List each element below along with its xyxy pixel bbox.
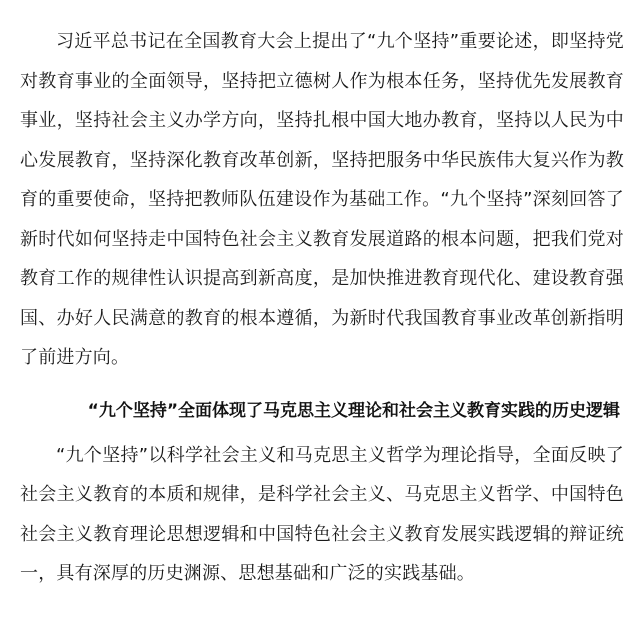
paragraph-intro: 习近平总书记在全国教育大会上提出了“九个坚持”重要论述，即坚持党对教育事业的全面领导，坚持把立德树人作为根本任务，坚持优先发展教育事业，坚持社会主义办学方向，坚持扎根中国大地办教育，坚持以人民为中心发展教育，坚持深化教育改革创新，坚持把服务中华民族伟大复兴作为教育的重要使命，坚持把教师队伍建设作为基础工作。“九个坚持”深刻回答了新时代如何坚持走中国特色社会主义教育发展道路的根本问题，把我们党对教育工作的规律性认识提高到新高度，是加快推进教育现代化、建设教育强国、办好人民满意的教育的根本遵循，为新时代我国教育事业改革创新指明了前进方向。 (20, 31, 624, 368)
section-heading: “九个坚持”全面体现了马克思主义理论和社会主义教育实践的历史逻辑 (87, 400, 620, 421)
article-body (20, 22, 624, 594)
paragraph-section-1: “九个坚持”以科学社会主义和马克思主义哲学为理论指导，全面反映了社会主义教育的本质和规律，是科学社会主义、马克思主义哲学、中国特色社会主义教育理论思想逻辑和中国特色社会主义教育发展实践逻辑的辩证统一，具有深厚的历史渊源、思想基础和广泛的实践基础。 (20, 444, 624, 584)
